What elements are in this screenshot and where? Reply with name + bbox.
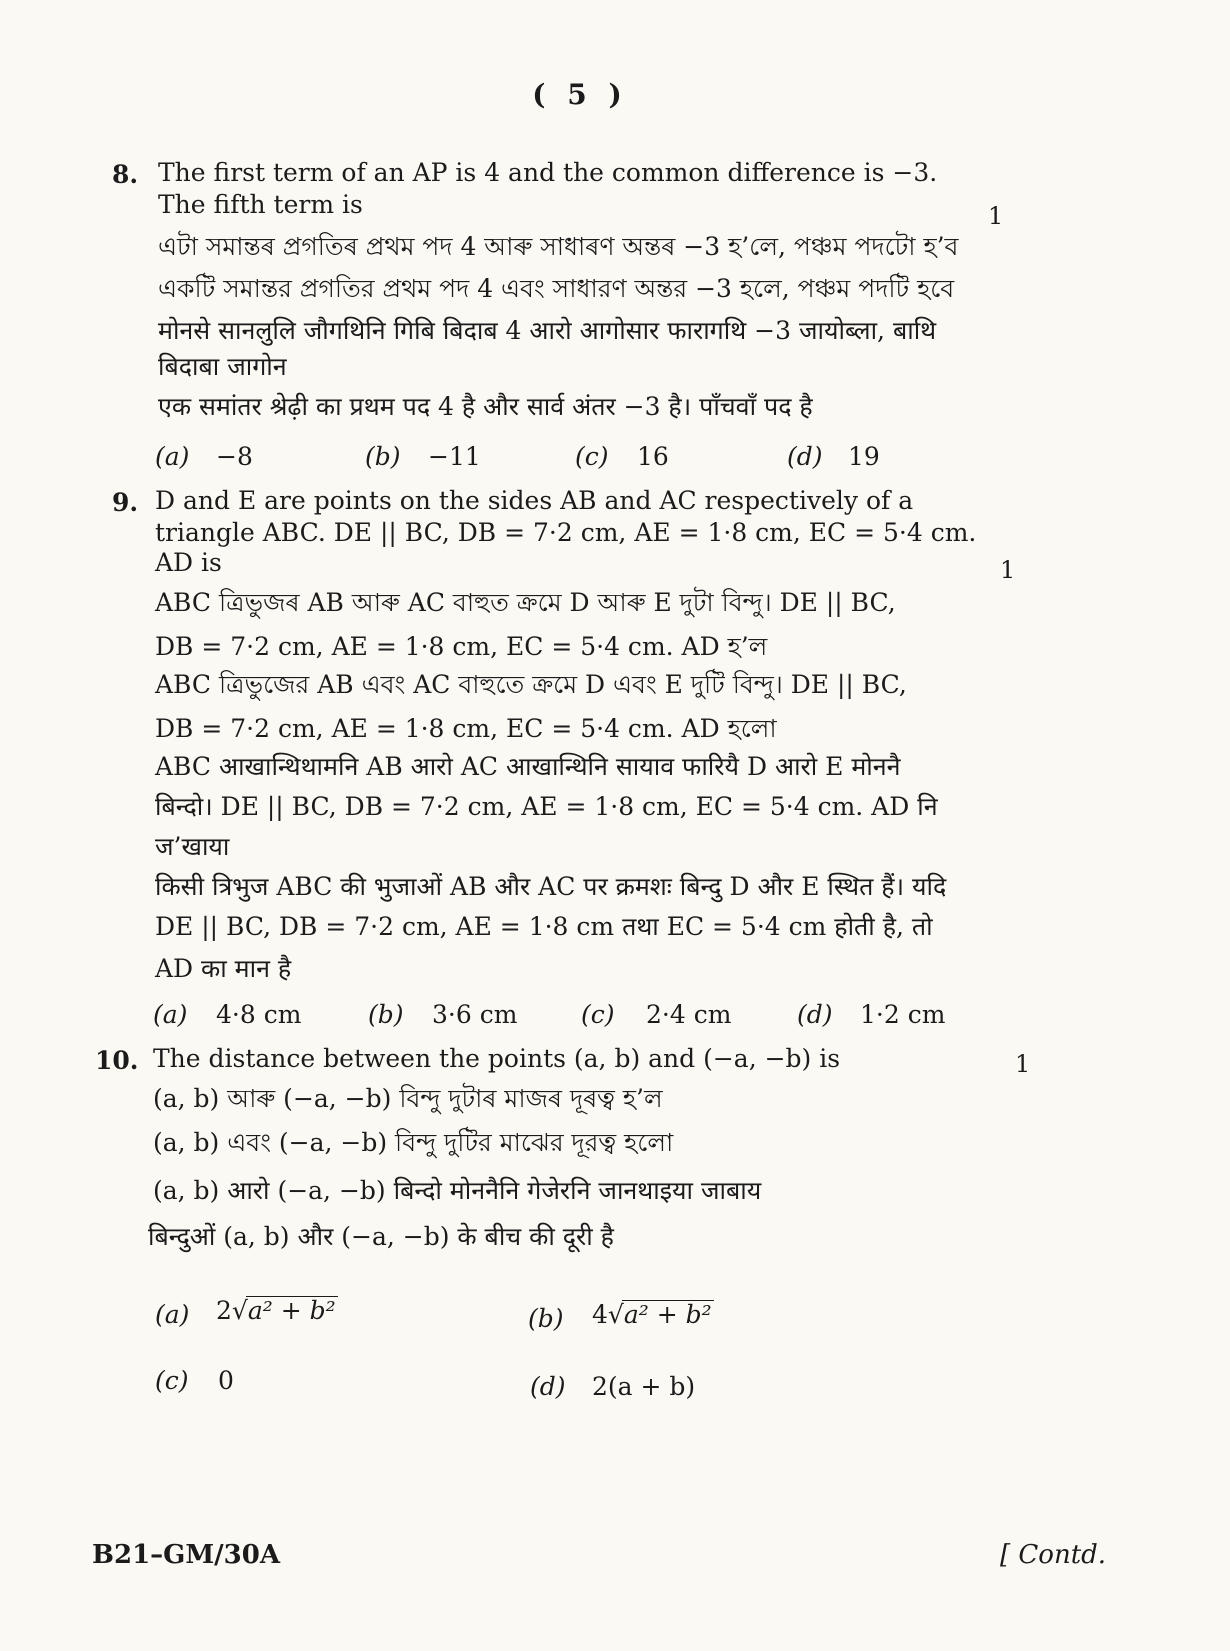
question-text-line: D and E are points on the sides AB and AC respectively of a: [155, 486, 914, 515]
hindi-text-line: एक समांतर श्रेढ़ी का प्रथम पद 4 है और सार्व अंतर −3 है। पाँचवाँ पद है: [158, 392, 813, 421]
question-text-line: The distance between the points (a, b) and (−a, −b) is: [153, 1044, 841, 1073]
bodo-text-line: (a, b) आरो (−a, −b) बिन्दो मोननैनि गेजेरनि जानथाइया जाबाय: [153, 1176, 762, 1205]
hindi-text-line: बिन्दुओं (a, b) और (−a, −b) के बीच की दूरी है: [148, 1222, 614, 1251]
option-b-value: 3·6 cm: [432, 1000, 518, 1029]
question-text-line: triangle ABC. DE || BC, DB = 7·2 cm, AE = 1·8 cm, EC = 5·4 cm.: [155, 518, 977, 547]
option-c-label: (c): [581, 1000, 615, 1029]
option-a-value: −8: [216, 442, 253, 471]
option-b-label: (b): [365, 442, 401, 471]
question-text-line: AD is: [155, 548, 222, 577]
bengali-text-line: একটি সমান্তর প্রগতির প্রথম পদ 4 এবং সাধারণ অন্তর −3 হলে, পঞ্চম পদটি হবে: [158, 274, 955, 303]
marks: 1: [1000, 556, 1016, 584]
paper-code: B21–GM/30A: [92, 1540, 280, 1570]
hindi-text-line: किसी त्रिभुज ABC की भुजाओं AB और AC पर क्रमशः बिन्दु D और E स्थित हैं। यदि: [155, 872, 947, 901]
bengali-text-line: (a, b) এবং (−a, −b) বিন্দু দুটির মাঝের দূরত্ব হলো: [153, 1128, 674, 1157]
option-d-label: (d): [787, 442, 823, 471]
bengali-text-line: ABC ত্রিভুজের AB এবং AC বাহুতে ক্রমে D এবং E দুটি বিন্দু। DE || BC,: [155, 670, 907, 699]
option-a-label: (a): [153, 1000, 188, 1029]
bodo-text-line: ज’खाया: [155, 832, 230, 861]
option-a-value: 4·8 cm: [216, 1000, 302, 1029]
option-b-prefix: 4√: [592, 1300, 624, 1329]
bodo-text-line: बिदाबा जागोन: [158, 352, 287, 381]
assamese-text-line: (a, b) আৰু (−a, −b) বিন্দু দুটাৰ মাজৰ দূৰত্ব হ’ল: [153, 1084, 663, 1113]
assamese-text-line: এটা সমান্তৰ প্ৰগতিৰ প্ৰথম পদ 4 আৰু সাধাৰণ অন্তৰ −3 হ’লে, পঞ্চম পদটো হ’ব: [158, 232, 959, 261]
bodo-text-line: मोनसे सानलुलि जौगथिनि गिबि बिदाब 4 आरो आगोसार फारागथि −3 जायोब्ला, बाथि: [158, 316, 937, 345]
option-b-value: −11: [428, 442, 481, 471]
page-number: ( 5 ): [532, 78, 628, 111]
bengali-text-line: DB = 7·2 cm, AE = 1·8 cm, EC = 5·4 cm. AD হলো: [155, 714, 777, 743]
hindi-text-line: AD का मान है: [155, 954, 292, 983]
option-a-prefix: 2√: [216, 1296, 248, 1325]
option-a-value: [216, 1296, 338, 1325]
option-a-label: (a): [155, 1300, 190, 1329]
option-a-radicand: a² + b²: [247, 1296, 336, 1325]
hindi-text-line: DE || BC, DB = 7·2 cm, AE = 1·8 cm तथा EC = 5·4 cm होती है, तो: [155, 912, 933, 941]
question-number: 8.: [112, 160, 139, 189]
question-text-line: The first term of an AP is 4 and the common difference is −3.: [158, 158, 938, 187]
marks: 1: [1015, 1050, 1031, 1078]
continued-label: [ Contd.: [1000, 1540, 1107, 1570]
option-c-value: 16: [637, 442, 669, 471]
option-b-label: (b): [528, 1304, 564, 1333]
option-b-radicand: a² + b²: [623, 1300, 712, 1329]
option-c-label: (c): [155, 1366, 189, 1395]
option-d-value: 1·2 cm: [860, 1000, 946, 1029]
question-number: 9.: [112, 488, 139, 517]
option-d-label: (d): [530, 1372, 566, 1401]
assamese-text-line: DB = 7·2 cm, AE = 1·8 cm, EC = 5·4 cm. AD হ’ল: [155, 632, 768, 661]
marks: 1: [988, 202, 1004, 230]
option-c-value: 0: [218, 1366, 234, 1395]
bodo-text-line: ABC आखान्थिथामनि AB आरो AC आखान्थिनि सायाव फारियै D आरो E मोननै: [155, 752, 901, 781]
option-c-label: (c): [575, 442, 609, 471]
option-b-value: [592, 1300, 714, 1329]
option-d-value: 2(a + b): [592, 1372, 696, 1401]
bodo-text-line: बिन्दो। DE || BC, DB = 7·2 cm, AE = 1·8 cm, EC = 5·4 cm. AD नि: [155, 792, 938, 821]
option-d-value: 19: [848, 442, 880, 471]
question-text-line: The fifth term is: [158, 190, 363, 219]
option-a-label: (a): [155, 442, 190, 471]
assamese-text-line: ABC ত্ৰিভুজৰ AB আৰু AC বাহুত ক্ৰমে D আৰু E দুটা বিন্দু। DE || BC,: [155, 588, 896, 617]
question-number: 10.: [95, 1046, 139, 1075]
option-c-value: 2·4 cm: [646, 1000, 732, 1029]
option-b-label: (b): [368, 1000, 404, 1029]
option-d-label: (d): [797, 1000, 833, 1029]
